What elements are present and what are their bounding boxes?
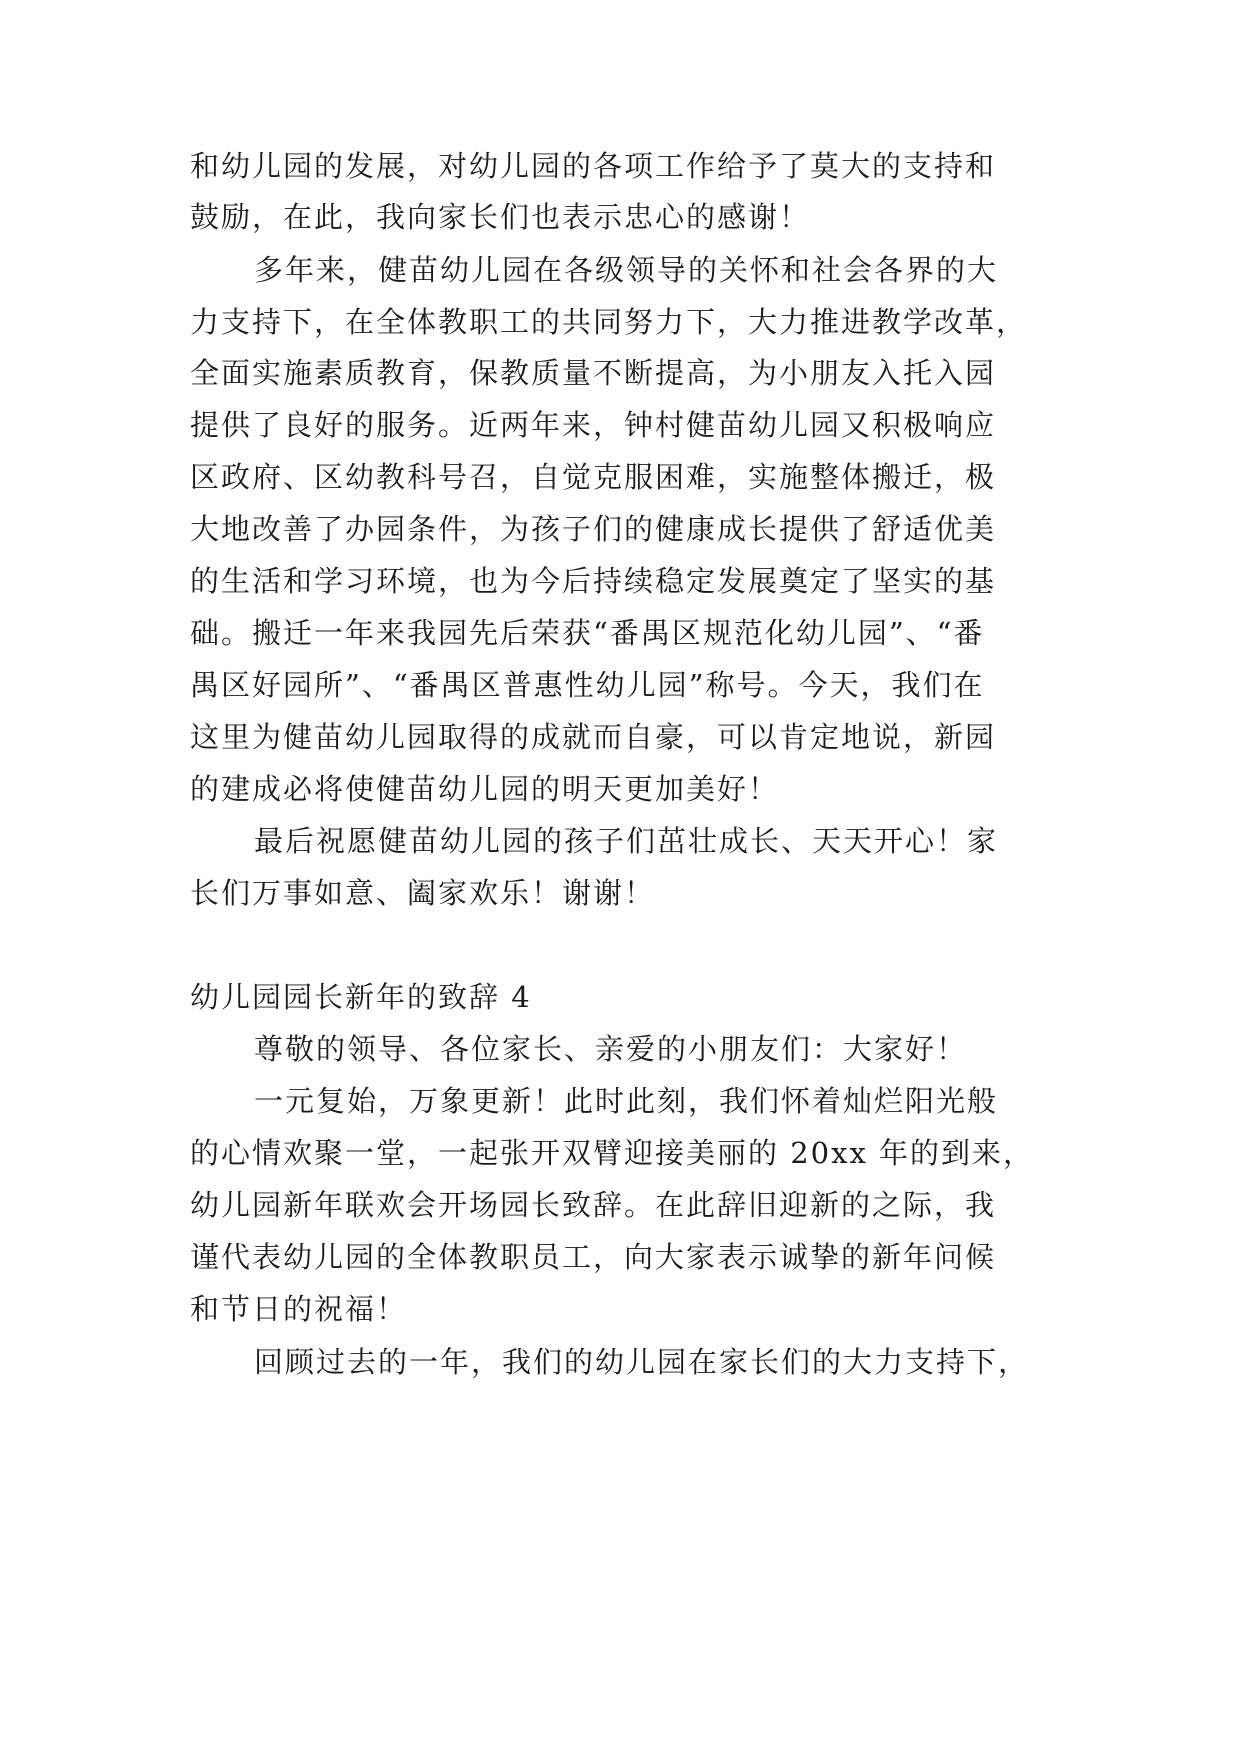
paragraph-line: 最后祝愿健苗幼儿园的孩子们茁壮成长、天天开心！家 (254, 824, 999, 858)
paragraph-line: 全面实施素质教育，保教质量不断提高，为小朋友入托入园 (190, 356, 997, 390)
paragraph-line: 这里为健苗幼儿园取得的成就而自豪，可以肯定地说，新园 (190, 720, 997, 754)
paragraph-line: 一元复始，万象更新！此时此刻，我们怀着灿烂阳光般 (254, 1084, 999, 1118)
paragraph-line: 鼓励，在此，我向家长们也表示忠心的感谢！ (190, 200, 811, 234)
paragraph-line: 幼儿园新年联欢会开场园长致辞。在此辞旧迎新的之际，我 (190, 1188, 997, 1222)
paragraph-line: 的生活和学习环境，也为今后持续稳定发展奠定了坚实的基 (190, 564, 997, 598)
paragraph-line: 和幼儿园的发展，对幼儿园的各项工作给予了莫大的支持和 (190, 149, 997, 183)
paragraph-line: 和节日的祝福！ (190, 1292, 408, 1326)
paragraph-line: 大地改善了办园条件，为孩子们的健康成长提供了舒适优美 (190, 512, 997, 546)
greeting-line: 尊敬的领导、各位家长、亲爱的小朋友们：大家好！ (254, 1032, 968, 1066)
paragraph-line: 的建成必将使健苗幼儿园的明天更加美好！ (190, 772, 780, 806)
paragraph-line: 长们万事如意、阖家欢乐！谢谢！ (190, 876, 656, 910)
paragraph-line: 多年来，健苗幼儿园在各级领导的关怀和社会各界的大 (254, 253, 999, 287)
paragraph-line: 区政府、区幼教科号召，自觉克服困难，实施整体搬迁，极 (190, 460, 997, 494)
paragraph-line: 力支持下，在全体教职工的共同努力下，大力推进教学改革， (190, 305, 1028, 339)
paragraph-line: 谨代表幼儿园的全体教职员工，向大家表示诚挚的新年问候 (190, 1240, 997, 1274)
paragraph-line: 回顾过去的一年，我们的幼儿园在家长们的大力支持下， (254, 1345, 1030, 1379)
paragraph-line: 禺区好园所”、“番禺区普惠性幼儿园”称号。今天，我们在 (190, 668, 985, 702)
paragraph-line: 的心情欢聚一堂，一起张开双臂迎接美丽的 20xx 年的到来， (190, 1136, 1035, 1170)
section-heading: 幼儿园园长新年的致辞 4 (190, 980, 532, 1014)
paragraph-line: 提供了良好的服务。近两年来，钟村健苗幼儿园又积极响应 (190, 408, 997, 442)
paragraph-line: 础。搬迁一年来我园先后荣获“番禺区规范化幼儿园”、“番 (190, 616, 985, 650)
